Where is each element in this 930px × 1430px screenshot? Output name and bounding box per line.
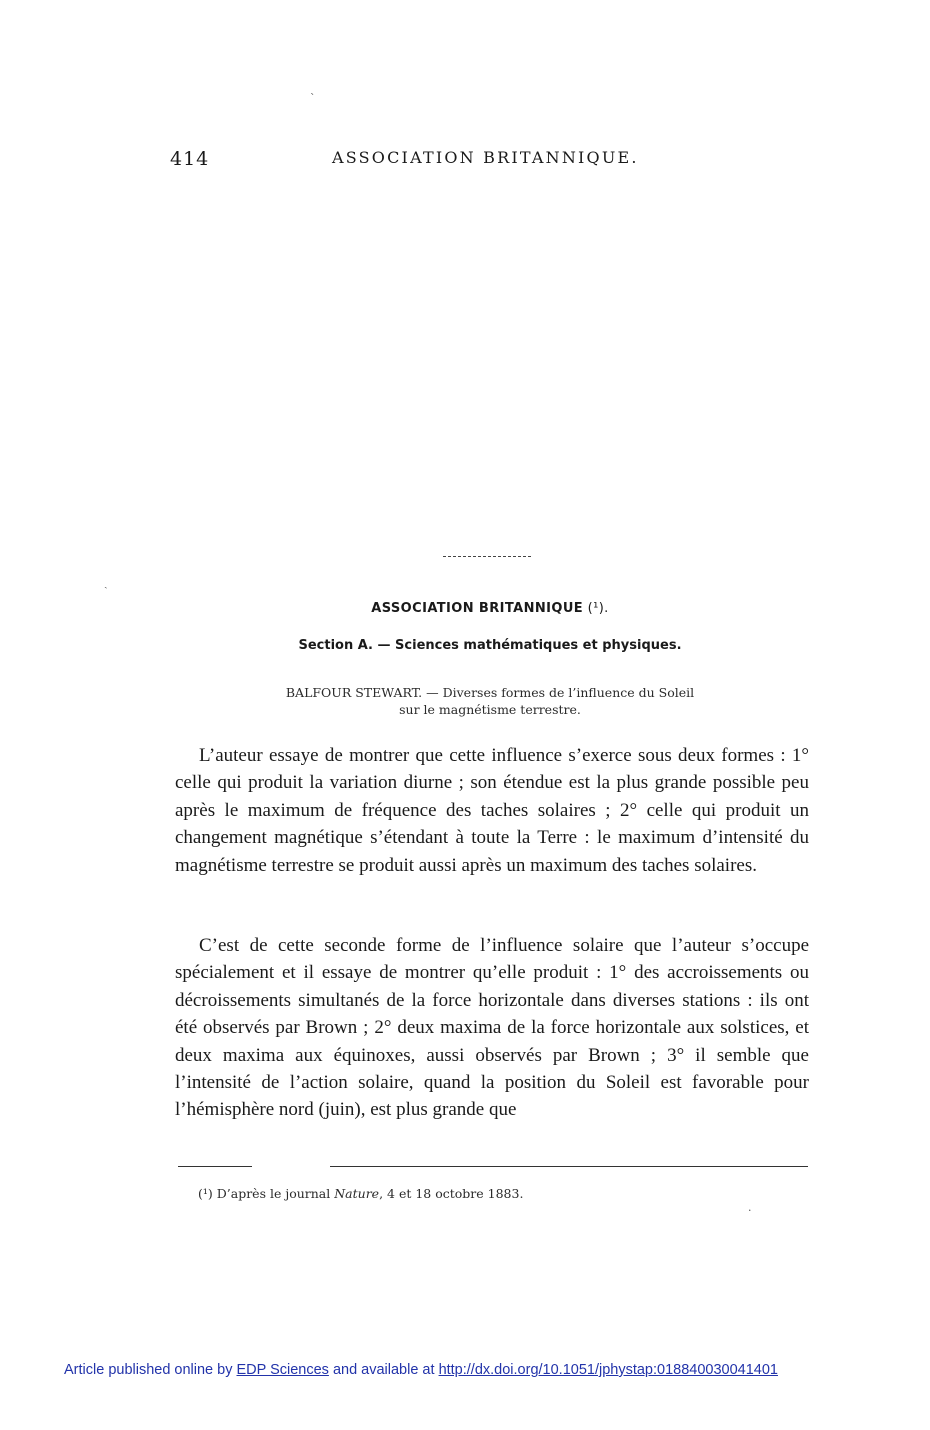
banner-text: and available at [328, 1362, 439, 1378]
footnote-rule [178, 1166, 252, 1167]
footnote-rule [330, 1166, 808, 1167]
running-head [170, 148, 810, 172]
section-title-text: ASSOCIATION BRITANNIQUE [371, 601, 584, 616]
scan-speck: ` [310, 92, 316, 105]
footnote-text: D’après le journal [216, 1186, 335, 1201]
footnote-text: , 4 et 18 octobre 1883. [379, 1186, 524, 1201]
scan-speck: · [748, 1204, 752, 1217]
body-paragraph: C’est de cette seconde forme de l’influence solaire que l’auteur s’occupe spécialement et il essaye de montrer qu’elle produit : 1° des accroissements ou décroissements simultanés de la force horizontale dans diverses stations : ils ont été observés par Brown ; 2° deux maxima de la force horizontale aux solstices, et deux maxima aux équinoxes, aussi observés par Brown ; 3° il semble que l’intensité de l’action solaire, quand la position du Soleil est favorable pour l’hémisphère nord (juin), est plus grande que [175, 935, 809, 1121]
footnote [198, 1186, 523, 1201]
footnote-marker: (¹) [198, 1186, 217, 1201]
doi-link[interactable]: http://dx.doi.org/10.1051/jphystap:018840030041401 [438, 1362, 778, 1378]
paper-heading-line: sur le magnétisme terrestre. [399, 702, 581, 717]
separator-rule [443, 556, 531, 557]
publisher-link[interactable]: EDP Sciences [236, 1362, 329, 1378]
section-subtitle: Section A. — Sciences mathématiques et physiques. [298, 638, 682, 653]
paper-heading [210, 684, 770, 718]
footnote-reference: (¹). [583, 601, 609, 616]
scan-speck: ˏ [104, 576, 108, 589]
body-paragraph: L’auteur essaye de montrer que cette influence s’exerce sous deux formes : 1° celle qui produit la variation diurne ; son étendue est la plus grande possible peu après le maximum de fréquence des taches solaires ; 2° celle qui produit un changement magnétique s’étendant à toute la Terre : le maximum d’intensité du magnétisme terrestre se produit aussi après un maximum des taches solaires. [175, 745, 809, 876]
banner-text: Article published online by [64, 1362, 237, 1378]
section-title [170, 601, 810, 616]
publication-banner [64, 1362, 778, 1378]
page-number: 414 [170, 148, 210, 170]
journal-name: Nature [334, 1186, 380, 1201]
paper-heading-line: BALFOUR STEWART. — Diverses formes de l’influence du Soleil [285, 685, 695, 700]
running-title: ASSOCIATION BRITANNIQUE. [332, 148, 639, 167]
